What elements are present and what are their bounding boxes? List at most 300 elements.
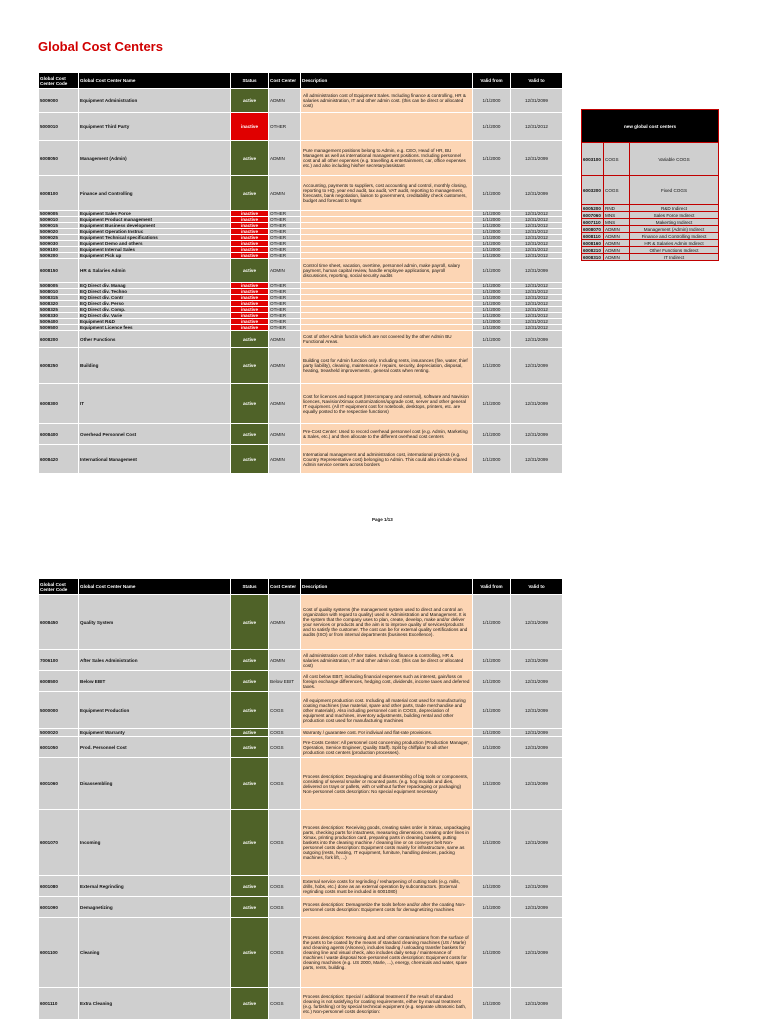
valid-from-date: 1/1/2000 [473,217,511,223]
cost-center-name: EQ Direct div. Comp. [79,307,231,313]
valid-from-date: 1/1/2000 [473,241,511,247]
cost-center-name: Equipment Product management [79,217,231,223]
valid-from-date: 1/1/2000 [473,253,511,259]
valid-from-date: 1/1/2000 [473,301,511,307]
valid-to-date: 12/31/2012 [511,247,563,253]
status-badge: inactive [231,313,269,319]
table-row [39,876,563,897]
cost-center-code: 6001100 [39,918,79,988]
valid-from-date: 1/1/2000 [473,113,511,141]
valid-to-date: 12/31/2099 [511,176,563,211]
valid-from-date: 1/1/2000 [473,445,511,474]
cost-center-code: 5009400 [39,319,79,325]
cost-center-name: Equipment Business development [79,223,231,229]
table-row [39,259,563,283]
valid-to-date: 12/31/2012 [511,241,563,247]
valid-from-date: 1/1/2000 [473,692,511,729]
table-row [39,384,563,424]
new-global-row [582,219,719,226]
cost-center-code: 5008315 [39,295,79,301]
cost-center-description: International management and administration cost, international projects (e.g. Country Representative cost) belonging to Admin. This could also include shared Admin service centers across borders [301,445,473,474]
status-badge: active [231,141,269,176]
status-badge: active [231,988,269,1020]
valid-to-date: 12/31/2012 [511,229,563,235]
valid-to-date: 12/31/2012 [511,325,563,331]
status-badge: inactive [231,301,269,307]
table-row [39,729,563,737]
valid-to-date: 12/31/2012 [511,253,563,259]
cost-center-name: Finance and Controlling [79,176,231,211]
valid-from-date: 1/1/2000 [473,307,511,313]
valid-from-date: 1/1/2000 [473,211,511,217]
page-number: Page 1/13 [372,517,393,522]
status-badge: active [231,348,269,384]
new-cost-center-code: 6008210 [582,247,604,254]
valid-from-date: 1/1/2000 [473,876,511,897]
status-badge: inactive [231,241,269,247]
new-cost-center-category: ADMIN [604,247,630,254]
cost-center-name: Building [79,348,231,384]
valid-from-date: 1/1/2000 [473,729,511,737]
cost-center-category: OTHER [269,325,301,331]
status-badge: active [231,897,269,918]
status-badge: active [231,384,269,424]
status-badge: active [231,424,269,445]
valid-to-date: 12/31/2099 [511,897,563,918]
cost-center-code: 5009005 [39,211,79,217]
valid-to-date: 12/31/2099 [511,445,563,474]
col-header-name: Global Cost Center Name [79,579,231,595]
cost-center-name: Other Functions [79,331,231,348]
col-header-description: Description [301,579,473,595]
cost-center-name: Equipment Pick up [79,253,231,259]
cost-center-code: 5009030 [39,241,79,247]
status-badge: active [231,671,269,692]
cost-center-description: Process description: Special / additional treatment if the result of standard cleaning is not satisfying for coating requirements, either by manual treatment (e.g. furbishing) or by special technical equipment (e.g. separate ultrasonic bath, etc.) Non-personnel costs description: [301,988,473,1020]
col-header-center: Cost Center [269,73,301,89]
status-badge: inactive [231,295,269,301]
status-badge: active [231,176,269,211]
valid-to-date: 12/31/2012 [511,295,563,301]
valid-from-date: 1/1/2000 [473,325,511,331]
new-cost-center-name: Fixed COGS [630,176,719,205]
cost-center-description: Cost of other Admin functin which are not covered by the other Admin BU Functional Areas. [301,331,473,348]
valid-to-date: 12/31/2012 [511,235,563,241]
cost-center-category: ADMIN [269,141,301,176]
cost-center-name: Extra Cleaning [79,988,231,1020]
new-global-header: new global cost centers [582,110,719,143]
cost-center-name: Incoming [79,810,231,876]
table-row [39,89,563,113]
cost-center-category: ADMIN [269,348,301,384]
new-cost-center-code: 6008160 [582,240,604,247]
valid-from-date: 1/1/2000 [473,259,511,283]
status-badge: active [231,692,269,729]
status-badge: inactive [231,325,269,331]
cost-center-code: 5009000 [39,89,79,113]
valid-to-date: 12/31/2099 [511,671,563,692]
new-cost-center-category: RND [604,205,630,212]
cost-center-name: EQ Direct div. Varie [79,313,231,319]
cost-center-description: All administration cost of After Sales. Including finance & controlling, HR & salaries administration, IT and other admin cost. (this can be direct or allocated cost) [301,650,473,671]
col-header-center: Cost Center [269,579,301,595]
new-global-row [582,233,719,240]
cost-center-code: 5008010 [39,289,79,295]
table-row [39,671,563,692]
col-header-description: Description [301,73,473,89]
cost-center-code: 5000010 [39,113,79,141]
table-row [39,331,563,348]
valid-to-date: 12/31/2099 [511,89,563,113]
cost-center-description: Process description: Removing dust and other contaminations from the surface of the parts to be coated by the means of standard cleaning machines (US / Marle) and cleaning agents (Alsonex), includes loading / unloading transfer baskets for cleaning line and visual check, also includes daily setup / maintenance of machines / waste disposal Non-personnel costs description: Equipment costs for cleaning machines (e.g. US 2000, Marle, ...), energy, chemicals and water, spare parts, rents, building. [301,918,473,988]
new-global-row [582,176,719,205]
cost-center-code: 5000020 [39,729,79,737]
new-cost-center-name: Sales Force Indirect [630,212,719,219]
new-global-row [582,240,719,247]
cost-center-category: ADMIN [269,424,301,445]
new-cost-center-category: ADMIN [604,240,630,247]
new-cost-center-code: 6005200 [582,205,604,212]
table-row [39,113,563,141]
cost-center-name: Overhead Personnel Cost [79,424,231,445]
status-badge: active [231,876,269,897]
valid-to-date: 12/31/2099 [511,918,563,988]
table-row [39,758,563,810]
new-cost-center-code: 6007060 [582,212,604,219]
cost-center-category: COGS [269,918,301,988]
cost-center-description: Pure management positions belong to Admin, e.g. CEO, Head of HR, BU Managers as well as international management positions. Including personnel cost and all other expenses (e.g. travelling & entertainment, car, office expenses etc.) and also including his/her secretary/assistant [301,141,473,176]
valid-from-date: 1/1/2000 [473,247,511,253]
table-row [39,810,563,876]
valid-from-date: 1/1/2000 [473,737,511,758]
cost-center-code: 6008200 [39,331,79,348]
cost-center-code: 5008325 [39,307,79,313]
cost-center-name: Equipment R&D [79,319,231,325]
cost-center-code: 6001090 [39,897,79,918]
new-cost-center-category: COGS [604,143,630,176]
cost-center-category: OTHER [269,217,301,223]
cost-center-category: OTHER [269,113,301,141]
cost-center-category: OTHER [269,289,301,295]
cost-center-code: 5008320 [39,301,79,307]
valid-to-date: 12/31/2099 [511,348,563,384]
new-cost-center-code: 6008310 [582,254,604,261]
cost-center-name: EQ Direct div. Techno [79,289,231,295]
new-cost-center-name: Variable COGS [630,143,719,176]
cost-center-table-page-1 [38,72,563,474]
new-cost-center-name: R&D Indirect [630,205,719,212]
new-cost-center-category: ADMIN [604,226,630,233]
cost-center-name: Equipment Licence fees [79,325,231,331]
cost-center-name: HR & Salaries Admin [79,259,231,283]
new-cost-center-category: ADMIN [604,254,630,261]
status-badge: inactive [231,253,269,259]
cost-center-category: OTHER [269,247,301,253]
cost-center-description: Accounting, payments to suppliers, cost accounting and control, monthly closing, reporting to HQ, year end audit, tax audit, VAT audit, reporting to management, forecasts, bank negotiation, liaison to government, creditability check customers, budget and forecast to Mgmt [301,176,473,211]
cost-center-name: IT [79,384,231,424]
cost-center-category: OTHER [269,319,301,325]
valid-from-date: 1/1/2000 [473,141,511,176]
page-title: Global Cost Centers [38,39,163,54]
new-cost-center-code: 6003100 [582,143,604,176]
table-body [39,595,563,1020]
cost-center-name: Equipment Administration [79,89,231,113]
cost-center-code: 6008300 [39,384,79,424]
cost-center-category: ADMIN [269,445,301,474]
valid-to-date: 12/31/2012 [511,113,563,141]
cost-center-name: External Regrinding [79,876,231,897]
valid-from-date: 1/1/2000 [473,331,511,348]
cost-center-category: ADMIN [269,650,301,671]
cost-center-category: ADMIN [269,595,301,650]
valid-to-date: 12/31/2099 [511,758,563,810]
table-row [39,988,563,1020]
cost-center-code: 6001050 [39,737,79,758]
new-cost-center-category: MNS [604,212,630,219]
cost-center-name: Equipment Third Party [79,113,231,141]
new-cost-center-name: IT Indirect [630,254,719,261]
cost-center-name: Equipment Warranty [79,729,231,737]
cost-center-code: 5009025 [39,235,79,241]
cost-center-name: International Management [79,445,231,474]
table-row [39,650,563,671]
cost-center-category: COGS [269,737,301,758]
valid-to-date: 12/31/2012 [511,319,563,325]
cost-center-name: EQ Direct div. Perso [79,301,231,307]
status-badge: inactive [231,217,269,223]
status-badge: active [231,810,269,876]
col-header-valid-to: Valid to [511,73,563,89]
valid-from-date: 1/1/2000 [473,313,511,319]
valid-from-date: 1/1/2000 [473,918,511,988]
cost-center-code: 6008400 [39,424,79,445]
valid-to-date: 12/31/2012 [511,289,563,295]
table-row [39,737,563,758]
status-badge: active [231,89,269,113]
table-row [39,595,563,650]
cost-center-code: 6008500 [39,671,79,692]
cost-center-description: Building cost for Admin function only. Including rents, insurances (fire, water, thief party liability), cleaning, maintenance / repairs, security, depreciation, disposal, heating, treasheld improvements , general costs when renting. [301,348,473,384]
valid-to-date: 12/31/2099 [511,876,563,897]
valid-from-date: 1/1/2000 [473,235,511,241]
cost-center-description: Process description: Receiving goods, creating sales order in Ximax, unpackaging parts, checking parts for intactness, measuring dimensions, creating order lines in Ximax, printing production card, preparing parts in cleaning baskets, putting baskets into the cleaning machine / cleaning line or on conveyor belt Non-personnel costs description: Equipment costs mainly for infrastructure, same as outgoing (rests, heating, IT equipment, furniture, handling devices, packing machines, fork lift, ...) [301,810,473,876]
col-header-status: Status [231,579,269,595]
cost-center-code: 6001070 [39,810,79,876]
cost-center-description: Process description: Demagnetize the tools before and/or after the coating Non-personnel costs description: Equipment costs for demagnetizing machines [301,897,473,918]
cost-center-category: OTHER [269,229,301,235]
table-body [39,89,563,474]
cost-center-name: Prod. Personnel Cost [79,737,231,758]
col-header-name: Global Cost Center Name [79,73,231,89]
new-cost-center-category: ADMIN [604,233,630,240]
status-badge: active [231,650,269,671]
valid-to-date: 12/31/2099 [511,331,563,348]
cost-center-code: 5008005 [39,283,79,289]
status-badge: active [231,737,269,758]
cost-center-name: Equipment Internal Sales [79,247,231,253]
valid-to-date: 12/31/2099 [511,424,563,445]
cost-center-description: Cost for licences and support (Intercompany and external), software and Navision licences, Navision/Ximax customizations/upgrade cost, server and other general IT equipment. (All IT equipment cost for notebook, desktops, printers, etc. are equally posted to the respective functions) [301,384,473,424]
table-row [39,424,563,445]
table-row [39,897,563,918]
status-badge: inactive [231,235,269,241]
cost-center-category: ADMIN [269,89,301,113]
valid-from-date: 1/1/2000 [473,289,511,295]
cost-center-category: COGS [269,876,301,897]
col-header-code: Global Cost Center Code [39,73,79,89]
cost-center-name: Equipment Technical specifications [79,235,231,241]
valid-to-date: 12/31/2099 [511,259,563,283]
cost-center-category: COGS [269,988,301,1020]
valid-from-date: 1/1/2000 [473,424,511,445]
status-badge: inactive [231,247,269,253]
cost-center-code: 6008050 [39,141,79,176]
status-badge: inactive [231,319,269,325]
cost-center-description: External service costs for regrinding / resharpening of cutting tools (e.g. mills, drills, hobs, etc.) done as an external operation by subcontractors. (External regrinding costs must be included in 6001080) [301,876,473,897]
cost-center-category: ADMIN [269,259,301,283]
cost-center-code: 6001060 [39,758,79,810]
cost-center-description: Control time sheet, vacation, overtime, personnel admin, make payroll, salary payment, human capital review, handle employee applications, payroll discussions, reporting, social security audits [301,259,473,283]
cost-center-category: OTHER [269,211,301,217]
valid-from-date: 1/1/2000 [473,89,511,113]
valid-from-date: 1/1/2000 [473,897,511,918]
cost-center-code: 6008250 [39,348,79,384]
valid-from-date: 1/1/2000 [473,810,511,876]
cost-center-name: EQ Direct div. Manag [79,283,231,289]
col-header-status: Status [231,73,269,89]
cost-center-category: ADMIN [269,176,301,211]
new-cost-center-name: Other Functions Indirect [630,247,719,254]
valid-from-date: 1/1/2000 [473,295,511,301]
status-badge: inactive [231,283,269,289]
cost-center-name: EQ Direct div. Contr [79,295,231,301]
new-global-row [582,254,719,261]
status-badge: active [231,259,269,283]
valid-to-date: 12/31/2012 [511,313,563,319]
status-badge: active [231,445,269,474]
cost-center-description: Pre-Cost Center: Used to record overhead personnel cost (e.g. Admin, Marketing & Sales, etc.) and then allocate to the different overhead cost centers [301,424,473,445]
valid-to-date: 12/31/2099 [511,729,563,737]
cost-center-category: ADMIN [269,384,301,424]
cost-center-description: All equipment production cost. Including all material cost used for manufacturing coating machines (raw material, spare and other parts, trade merchandise and other materials). Also including personnel cost in COGS, depreciation of equipment and machines, inventory adjustments, building rental and other production cost used for manufacturing machines [301,692,473,729]
cost-center-code: 5000000 [39,692,79,729]
cost-center-code: 5009020 [39,229,79,235]
col-header-valid-from: Valid from [473,579,511,595]
status-badge: inactive [231,289,269,295]
cost-center-category: OTHER [269,295,301,301]
valid-from-date: 1/1/2000 [473,988,511,1020]
new-cost-center-name: Management (Admin) Indirect [630,226,719,233]
valid-to-date: 12/31/2099 [511,810,563,876]
cost-center-category: COGS [269,729,301,737]
valid-from-date: 1/1/2000 [473,283,511,289]
cost-center-name: Equipment Production [79,692,231,729]
cost-center-code: 6008420 [39,445,79,474]
status-badge: inactive [231,307,269,313]
new-global-row [582,205,719,212]
cost-center-category: COGS [269,692,301,729]
new-global-cost-centers-table [581,109,719,261]
valid-to-date: 12/31/2012 [511,217,563,223]
new-cost-center-category: MNS [604,219,630,226]
cost-center-category: OTHER [269,301,301,307]
cost-center-category: OTHER [269,283,301,289]
new-cost-center-code: 6003200 [582,176,604,205]
cost-center-name: Equipment Demo and others [79,241,231,247]
cost-center-code: 7006100 [39,650,79,671]
cost-center-table-page-2 [38,578,563,1020]
cost-center-code: 5009010 [39,217,79,223]
new-global-row [582,226,719,233]
valid-to-date: 12/31/2099 [511,988,563,1020]
valid-to-date: 12/31/2099 [511,737,563,758]
cost-center-description: All cost below EBIT, including financial expenses such as interest, gain/loss on foreign exchange differences, hedging cost, dividends, income taxes and deferred taxes. [301,671,473,692]
cost-center-category: Below EBIT [269,671,301,692]
cost-center-code: 5009015 [39,223,79,229]
new-global-row [582,212,719,219]
valid-to-date: 12/31/2012 [511,307,563,313]
cost-center-code: 6001080 [39,876,79,897]
cost-center-category: COGS [269,810,301,876]
cost-center-code: 6008450 [39,595,79,650]
status-badge: inactive [231,223,269,229]
new-cost-center-name: Makerting Indirect [630,219,719,226]
new-cost-center-category: COGS [604,176,630,205]
col-header-code: Global Cost Center Code [39,579,79,595]
new-cost-center-code: 6007110 [582,219,604,226]
valid-from-date: 1/1/2000 [473,176,511,211]
cost-center-description: Warranty / guarantee cost. For indiviual and flat-rate provisions. [301,729,473,737]
valid-from-date: 1/1/2000 [473,348,511,384]
cost-center-name: Disassembling [79,758,231,810]
cost-center-code: 6008100 [39,176,79,211]
cost-center-name: Quality System [79,595,231,650]
table-row [39,918,563,988]
cost-center-name: Cleaning [79,918,231,988]
cost-center-category: OTHER [269,241,301,247]
cost-center-category: OTHER [269,313,301,319]
cost-center-name: Equipment Operation Instruc [79,229,231,235]
col-header-valid-to: Valid to [511,579,563,595]
cost-center-name: Below EBIT [79,671,231,692]
table-row [39,176,563,211]
status-badge: inactive [231,113,269,141]
cost-center-description [301,113,473,141]
cost-center-description: All administration cost of Equipment Sales. Including finance & controlling, HR & salaries administration, IT and other admin cost. (this can be direct or allocated cost) [301,89,473,113]
status-badge: active [231,331,269,348]
cost-center-name: Demagnetizing [79,897,231,918]
valid-from-date: 1/1/2000 [473,319,511,325]
new-cost-center-name: HR & Salaries Admin Indirect [630,240,719,247]
valid-to-date: 12/31/2099 [511,692,563,729]
status-badge: active [231,918,269,988]
cost-center-code: 5009200 [39,253,79,259]
table-row [39,348,563,384]
cost-center-name: Management (Admin) [79,141,231,176]
new-cost-center-code: 6008110 [582,233,604,240]
header-row [39,73,563,89]
valid-to-date: 12/31/2099 [511,384,563,424]
cost-center-code: 5008330 [39,313,79,319]
valid-to-date: 12/31/2012 [511,223,563,229]
valid-to-date: 12/31/2012 [511,283,563,289]
header-row [39,579,563,595]
cost-center-name: After Sales Administration [79,650,231,671]
valid-from-date: 1/1/2000 [473,384,511,424]
cost-center-category: ADMIN [269,331,301,348]
table-row [39,141,563,176]
new-cost-center-code: 6008070 [582,226,604,233]
